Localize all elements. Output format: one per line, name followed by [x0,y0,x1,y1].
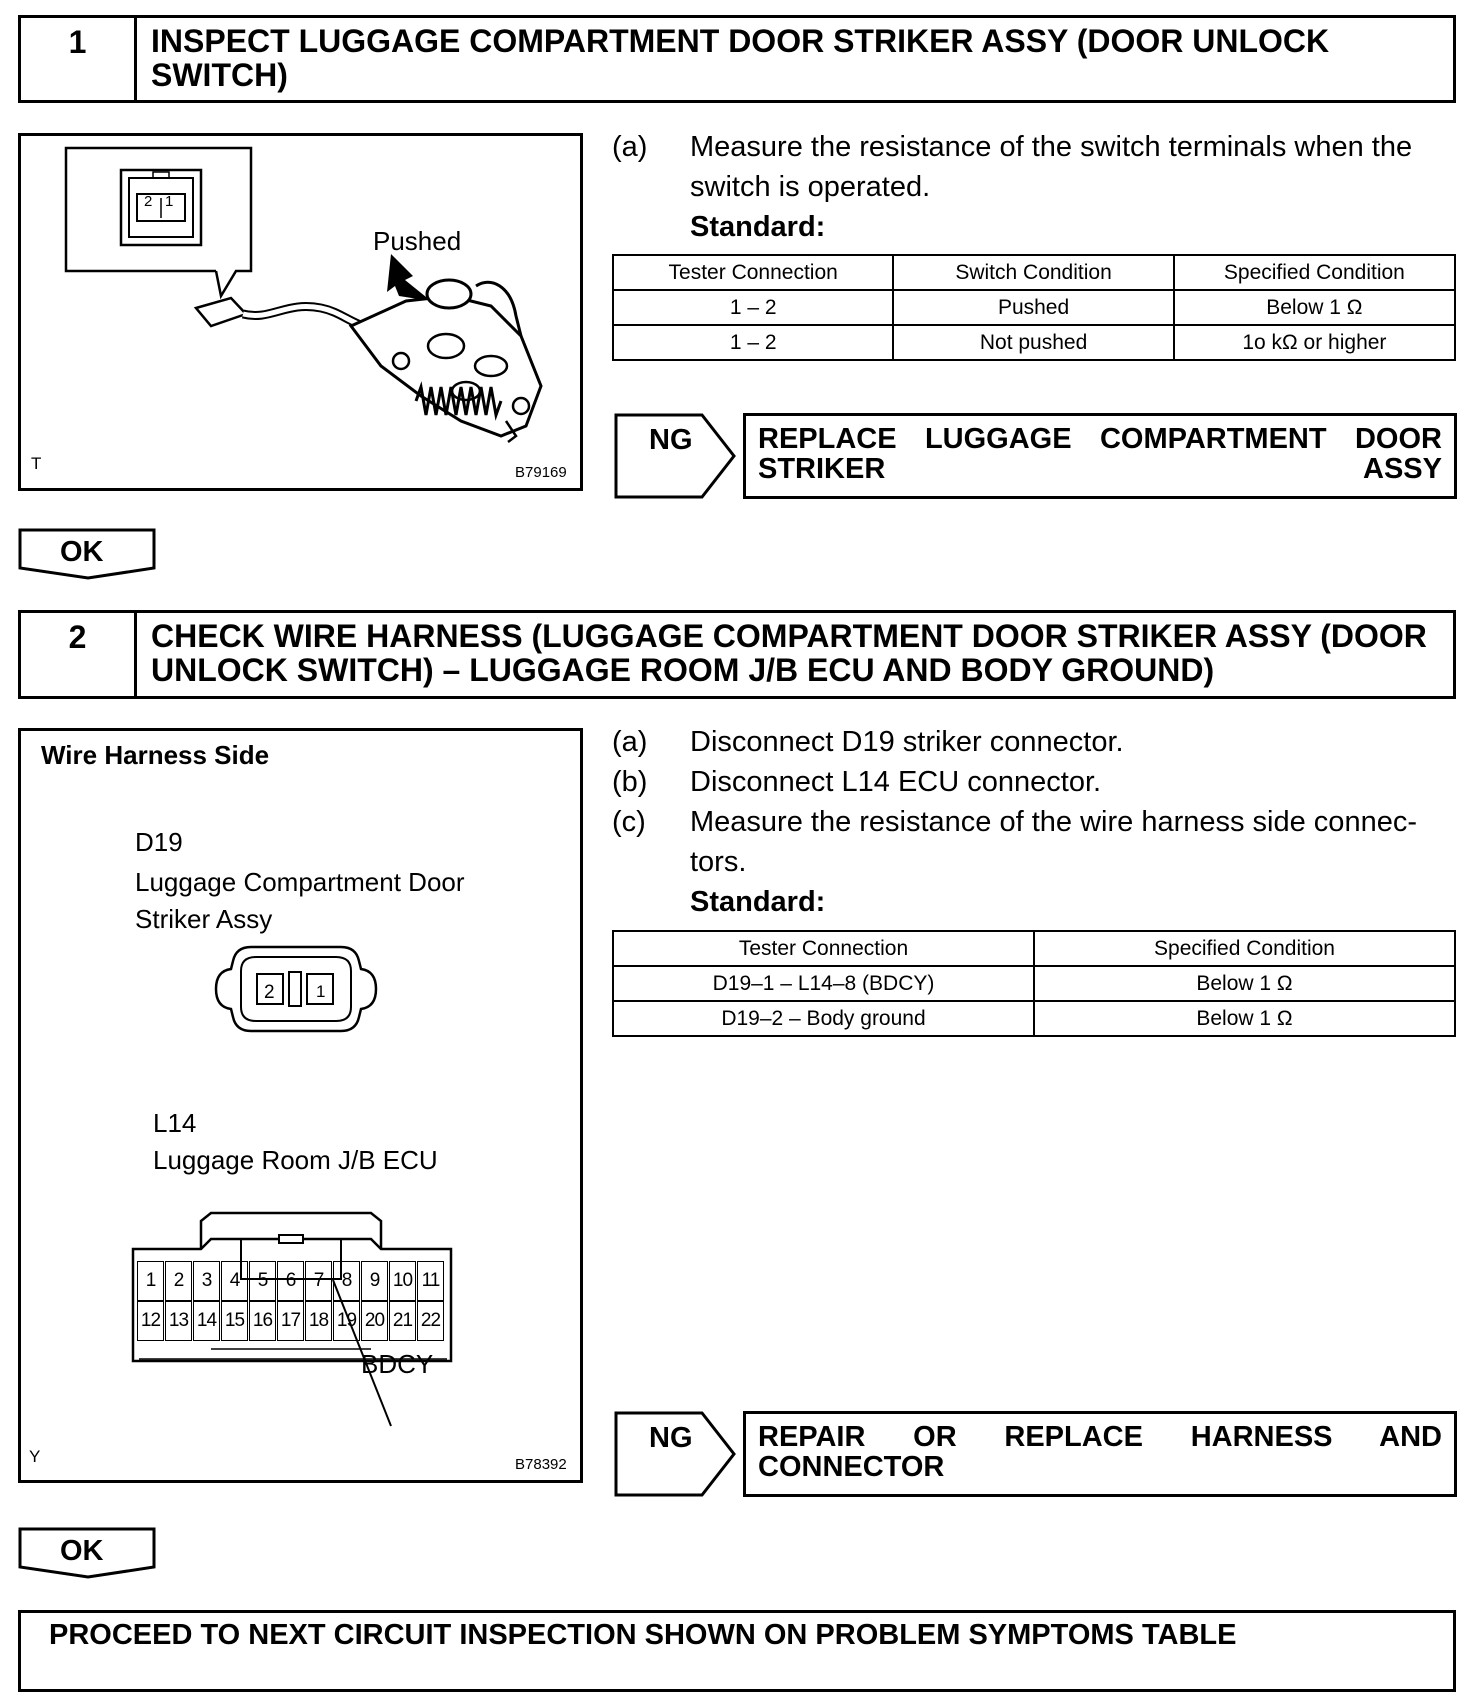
figure-corner-mark-2: Y [29,1447,41,1466]
l14-pin: 19 [333,1301,360,1341]
table-cell: 1 – 2 [613,290,893,325]
col-header: Specified Condition [1174,255,1455,290]
l14-pin: 16 [249,1301,276,1341]
figure-heading: Wire Harness Side [41,740,270,770]
l14-pin: 18 [305,1301,332,1341]
instr-label: (a) [612,131,648,163]
figure-code: B79169 [515,464,567,481]
ng-label-1: NG [649,424,693,456]
table-cell: Not pushed [893,325,1173,360]
standard-label: Standard: [690,211,826,243]
table-cell: Below 1 Ω [1034,1001,1455,1036]
table-header-row [613,931,1455,966]
l14-pin: 8 [333,1261,360,1301]
l14-pin: 20 [361,1301,388,1341]
d19-name: Luggage Compartment Door Striker Assy [135,867,465,934]
l14-pin: 10 [389,1261,416,1301]
ng-action-1 [743,413,1457,499]
ng-action-text-1: REPLACE LUGGAGE COMPARTMENT DOOR STRIKER ASSY [758,423,1442,485]
l14-pin: 11 [417,1261,444,1301]
instr-text: Measure the resistance of the switch terminals when the switch is operated. [690,131,1413,203]
col-header: Tester Connection [613,255,893,290]
instr-text: Disconnect L14 ECU connector. [690,766,1102,798]
final-box [18,1610,1456,1692]
final-text: PROCEED TO NEXT CIRCUIT INSPECTION SHOWN ON PROBLEM SYMPTOMS TABLE [49,1619,1237,1651]
d19-id: D19 [135,827,183,857]
l14-pin: 14 [193,1301,220,1341]
ng-label-2: NG [649,1422,693,1454]
step1-instructions [612,127,1457,247]
table-row [613,966,1455,1001]
l14-pin: 2 [165,1261,192,1301]
ok-label-1: OK [60,536,104,568]
l14-pin: 17 [277,1301,304,1341]
l14-pin: 13 [165,1301,192,1341]
figure-code-2: B78392 [515,1456,567,1473]
pushed-label: Pushed [373,226,462,256]
d19-connector [211,939,381,1039]
step2-title: CHECK WIRE HARNESS (LUGGAGE COMPARTMENT DOOR STRIKER ASSY (DOOR UNLOCK SWITCH) – LUGGAGE ROOM J/B ECU AND BODY GROUND) [151,618,1427,688]
step2-header [18,610,1456,699]
table-header-row [613,255,1455,290]
ok-label-2: OK [60,1535,104,1567]
l14-pin: 6 [277,1261,304,1301]
d19-pin-2: 2 [264,982,275,1003]
col-header: Specified Condition [1034,931,1455,966]
l14-pin: 15 [221,1301,248,1341]
l14-name: Luggage Room J/B ECU [153,1145,438,1175]
step1-number: 1 [21,18,137,100]
l14-id: L14 [153,1108,197,1138]
step2-spec-table [612,930,1456,1037]
l14-pin: 1 [137,1261,164,1301]
instr-label: (a) [612,726,648,758]
instr-text: Measure the resistance of the wire harness side connec-tors. [690,806,1417,878]
l14-pin: 4 [221,1261,248,1301]
l14-pin: 5 [249,1261,276,1301]
instr-label: (b) [612,766,648,798]
step2-figure [18,728,583,1483]
ng-action-text-2: REPAIR OR REPLACE HARNESS AND CONNECTOR [758,1421,1442,1483]
table-cell: Below 1 Ω [1174,290,1455,325]
standard-label: Standard: [690,886,826,918]
table-cell: 1o kΩ or higher [1174,325,1455,360]
col-header: Tester Connection [613,931,1034,966]
step1-figure [18,133,583,491]
step2-number: 2 [21,613,137,696]
table-row [613,290,1455,325]
step1-title: INSPECT LUGGAGE COMPARTMENT DOOR STRIKER ASSY (DOOR UNLOCK SWITCH) [151,23,1330,93]
l14-pin: 22 [417,1301,444,1341]
l14-pin: 9 [361,1261,388,1301]
instr-text: Disconnect D19 striker connector. [690,726,1124,758]
table-cell: D19–2 – Body ground [613,1001,1034,1036]
striker-illustration [21,136,580,488]
step1-spec-table [612,254,1456,361]
step1-header [18,15,1456,103]
table-cell: 1 – 2 [613,325,893,360]
connector-pin-1: 1 [165,193,174,210]
l14-pin: 7 [305,1261,332,1301]
instr-label: (c) [612,806,646,838]
table-row [613,325,1455,360]
ng-action-2 [743,1411,1457,1497]
table-cell: Pushed [893,290,1173,325]
col-header: Switch Condition [893,255,1173,290]
figure-corner-mark: T [31,454,42,473]
table-cell: D19–1 – L14–8 (BDCY) [613,966,1034,1001]
l14-pin: 21 [389,1301,416,1341]
d19-pin-1: 1 [316,982,326,1001]
l14-pin: 3 [193,1261,220,1301]
step2-instructions [612,722,1457,922]
table-cell: Below 1 Ω [1034,966,1455,1001]
table-row [613,1001,1455,1036]
connector-pin-2: 2 [144,193,153,210]
bdcy-label: BDCY [361,1349,434,1379]
l14-pin: 12 [137,1301,164,1341]
